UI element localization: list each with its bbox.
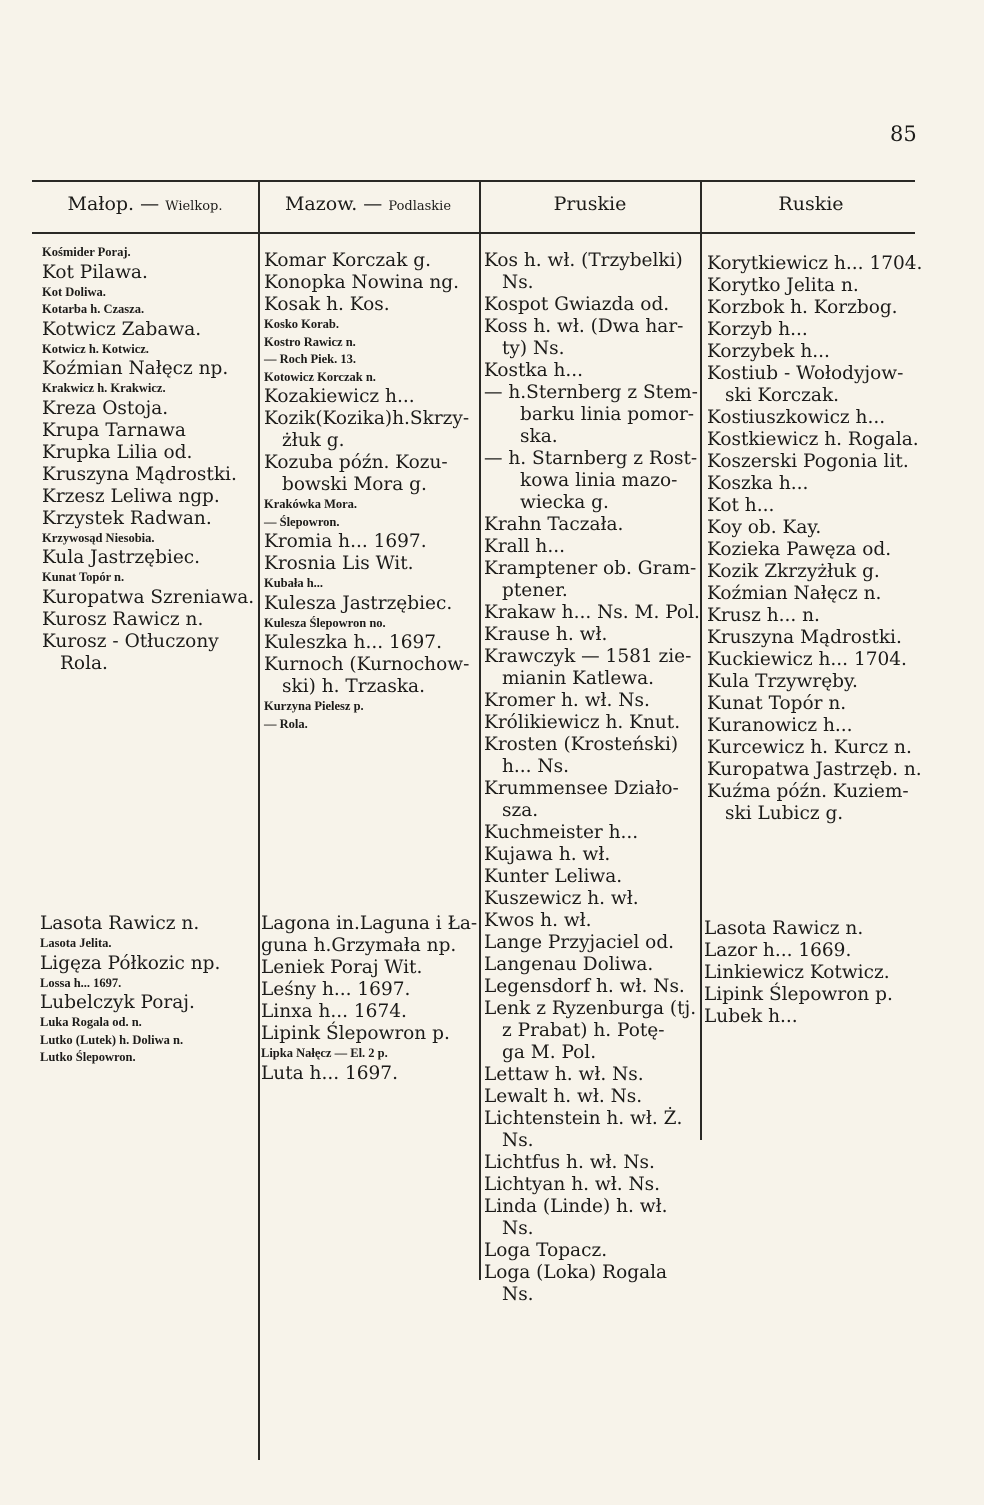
list-item: Krupka Lilia od. <box>42 441 193 463</box>
list-item: Kostkiewicz h. Rogala. <box>707 429 919 450</box>
list-item: Koszka h... <box>707 473 809 494</box>
list-item: Luta h... 1697. <box>261 1062 398 1084</box>
list-item: Lagona in.Laguna i Ła- <box>261 913 478 934</box>
list-item: Konopka Nowina ng. <box>264 272 460 293</box>
list-item: Krakwicz h. Krakwicz. <box>42 381 166 395</box>
list-item: — Ślepowron. <box>264 514 340 529</box>
list-item: Lichtenstein h. wł. Ż. <box>484 1108 683 1129</box>
list-item: Ns. <box>502 272 534 293</box>
list-item: Langenau Doliwa. <box>484 954 654 975</box>
list-item: Koss h. wł. (Dwa har- <box>484 316 684 337</box>
list-item: Lenk z Ryzenburga (tj. <box>484 998 697 1019</box>
column-malop-l <box>40 913 220 1067</box>
list-item: Kulesza Ślepowron no. <box>264 615 386 630</box>
column-header-ruskie: Ruskie <box>778 193 844 215</box>
header-dash: — <box>134 193 166 215</box>
list-item: Kostiuszkowicz h... <box>707 407 886 428</box>
list-item: Ns. <box>502 1130 534 1151</box>
list-item: Kurnoch (Kurnochow- <box>264 654 470 675</box>
list-item: Lutko Ślepowron. <box>40 1050 136 1064</box>
list-item: Kulesza Jastrzębiec. <box>264 592 453 614</box>
list-item: Kostka h... <box>484 360 584 381</box>
list-item: Kozuba późn. Kozu- <box>264 452 448 473</box>
list-item: Linda (Linde) h. wł. <box>484 1196 668 1217</box>
top-rule <box>32 180 915 182</box>
page-number: 85 <box>890 122 917 146</box>
column-ruskie-l <box>704 918 893 1028</box>
column-header-malop <box>34 193 256 223</box>
list-item: Kurzyna Pielesz p. <box>264 699 364 713</box>
list-item: — h.Sternberg z Stem- <box>484 382 698 403</box>
list-item: Lange Przyjaciel od. <box>484 932 675 953</box>
list-item: Kuropatwa Szreniawa. <box>42 586 255 608</box>
list-item: ski) h. Trzaska. <box>282 676 425 697</box>
list-item: Legensdorf h. wł. Ns. <box>484 976 685 997</box>
list-item: Kuchmeister h... <box>484 822 639 843</box>
list-item: Korzybek h... <box>707 341 830 362</box>
list-item: — Roch Piek. 13. <box>264 352 357 366</box>
list-item: Lipink Ślepowron p. <box>704 984 893 1005</box>
list-item: z Prabat) h. Potę- <box>502 1020 665 1041</box>
list-item: Kula Jastrzębiec. <box>42 547 201 568</box>
list-item: Krosnia Lis Wit. <box>264 553 414 574</box>
list-item: Lasota Jelita. <box>40 936 112 950</box>
list-item: Kotarba h. Czasza. <box>42 302 145 316</box>
list-item: Lubek h... <box>704 1006 798 1027</box>
column-divider-3 <box>700 180 702 1140</box>
list-item: — h. Starnberg z Rost- <box>484 448 698 469</box>
list-item: Korzyb h... <box>707 319 808 340</box>
list-item: Kotwicz h. Kotwicz. <box>42 341 149 356</box>
list-item: Kośmider Poraj. <box>42 245 131 259</box>
list-item: Kula Trzywręby. <box>707 671 858 692</box>
column-header-mazow <box>258 193 478 223</box>
list-item: ga M. Pol. <box>502 1042 597 1063</box>
list-item: Kromia h... 1697. <box>264 531 427 552</box>
list-item: Kospot Gwiazda od. <box>484 294 670 315</box>
list-item: Kostro Rawicz n. <box>264 334 356 349</box>
list-item: Krosten (Krosteński) <box>484 734 679 755</box>
list-item: Korytko Jelita n. <box>707 275 859 296</box>
list-item: Korzbok h. Korzbog. <box>707 297 898 318</box>
list-item: Kuleszka h... 1697. <box>264 632 442 653</box>
list-item: Lazor h... 1669. <box>704 940 852 961</box>
header-main: Małop. <box>67 193 135 215</box>
list-item: Kotwicz Zabawa. <box>42 318 202 340</box>
column-divider-1 <box>258 180 260 1460</box>
list-item: Kuckiewicz h... 1704. <box>707 649 907 670</box>
list-item: Krause h. wł. <box>484 624 608 645</box>
list-item: Komar Korczak g. <box>264 250 432 271</box>
list-item: Lichtyan h. wł. Ns. <box>484 1174 661 1195</box>
list-item: Kujawa h. wł. <box>484 844 611 865</box>
list-item: Lipka Nałęcz — El. 2 p. <box>261 1046 388 1060</box>
list-item: ski Lubicz g. <box>725 803 844 824</box>
list-item: Leśny h... 1697. <box>261 979 411 1000</box>
list-item: Koszerski Pogonia lit. <box>707 451 909 472</box>
list-item: Kromer h. wł. Ns. <box>484 690 650 711</box>
list-item: Lipink Ślepowron p. <box>261 1023 450 1044</box>
list-item: Krzystek Radwan. <box>42 507 212 529</box>
list-item: Kotowicz Korczak n. <box>264 369 376 384</box>
list-item: Kreza Ostoja. <box>42 397 169 419</box>
column-malop-k <box>42 244 254 675</box>
list-item: Krahn Taczała. <box>484 514 624 535</box>
list-item: Kuranowicz h... <box>707 715 853 736</box>
column-header-pruskie: Pruskie <box>553 193 627 215</box>
column-ruskie-k <box>707 253 922 825</box>
list-item: Lasota Rawicz n. <box>40 913 200 934</box>
list-item: Lossa h... 1697. <box>40 975 122 990</box>
list-item: Kunat Topór n. <box>42 570 125 584</box>
list-item: żłuk g. <box>282 430 345 451</box>
list-item: Krupa Tarnawa <box>42 419 186 441</box>
list-item: Lettaw h. wł. Ns. <box>484 1064 644 1085</box>
list-item: ty) Ns. <box>502 338 565 359</box>
list-item: Kurosz - Otłuczony <box>42 630 219 652</box>
list-item: Leniek Poraj Wit. <box>261 957 423 978</box>
list-item: Korytkiewicz h... 1704. <box>707 253 923 274</box>
list-item: Kubała h... <box>264 576 324 590</box>
list-item: Ligęza Półkozic np. <box>40 952 221 974</box>
list-item: sza. <box>502 800 539 821</box>
list-item: Kostiub - Wołodyjow- <box>707 363 904 384</box>
list-item: Kuszewicz h. wł. <box>484 888 639 909</box>
list-item: Koźmian Nałęcz n. <box>707 583 882 604</box>
list-item: Krzesz Leliwa ngp. <box>42 485 220 507</box>
list-item: Loga (Loka) Rogala <box>484 1262 668 1283</box>
list-item: Kruszyna Mądrostki. <box>42 463 237 485</box>
column-divider-2 <box>479 180 481 1280</box>
list-item: wiecka g. <box>520 492 609 513</box>
list-item: Krakówka Mora. <box>264 497 358 511</box>
list-item: Kot h... <box>707 495 775 516</box>
list-item: Krusz h... n. <box>707 605 820 626</box>
list-item: ptener. <box>502 580 568 601</box>
list-item: bowski Mora g. <box>282 474 427 495</box>
list-item: Kot Doliwa. <box>42 284 106 299</box>
list-item: Kunter Leliwa. <box>484 866 623 887</box>
list-item: Krall h... <box>484 536 565 557</box>
list-item: Kunat Topór n. <box>707 693 847 714</box>
list-item: h... Ns. <box>502 756 569 777</box>
list-item: Kurcewicz h. Kurcz n. <box>707 737 912 758</box>
list-item: Kuźma późn. Kuziem- <box>707 781 909 802</box>
list-item: Lubelczyk Poraj. <box>40 992 195 1013</box>
list-item: Krummensee Działo- <box>484 778 679 799</box>
list-item: Kruszyna Mądrostki. <box>707 627 902 648</box>
list-item: Kramptener ob. Gram- <box>484 558 697 579</box>
list-item: Krakaw h... Ns. M. Pol. <box>484 602 700 623</box>
list-item: Linxa h... 1674. <box>261 1001 407 1022</box>
list-item: Lutko (Lutek) h. Doliwa n. <box>40 1032 184 1047</box>
list-item: Ns. <box>502 1218 534 1239</box>
list-item: barku linia pomor- <box>520 404 695 425</box>
list-item: Kozik Zkrzyżłuk g. <box>707 561 880 582</box>
list-item: Loga Topacz. <box>484 1240 608 1261</box>
list-item: Kosak h. Kos. <box>264 294 390 315</box>
list-item: ski Korczak. <box>725 385 840 406</box>
column-mazow-k <box>264 250 469 733</box>
list-item: Krawczyk — 1581 zie- <box>484 646 692 667</box>
list-item: Kurosz Rawicz n. <box>42 608 204 630</box>
list-item: Kozik(Kozika)h.Skrzy- <box>264 408 470 429</box>
list-item: Lasota Rawicz n. <box>704 918 864 939</box>
list-item: Koźmian Nałęcz np. <box>42 358 229 379</box>
list-item: ska. <box>520 426 558 447</box>
list-item: Kwos h. wł. <box>484 910 592 931</box>
list-item: Ns. <box>502 1284 534 1305</box>
list-item: Kuropatwa Jastrzęb. n. <box>707 759 922 780</box>
list-item: guna h.Grzymała np. <box>261 935 457 956</box>
header-rule <box>32 232 915 234</box>
list-item: Lichtfus h. wł. Ns. <box>484 1152 655 1173</box>
list-item: Królikiewicz h. Knut. <box>484 712 681 733</box>
list-item: — Rola. <box>264 716 308 731</box>
list-item: Krzywosąd Niesobia. <box>42 530 155 545</box>
list-item: Kot Pilawa. <box>42 261 148 283</box>
list-item: kowa linia mazo- <box>520 470 678 491</box>
header-sub: Wielkop. <box>165 199 223 214</box>
header-sub: Podlaskie <box>388 199 452 214</box>
list-item: Linkiewicz Kotwicz. <box>704 962 890 983</box>
list-item: Kozieka Pawęza od. <box>707 539 892 560</box>
header-main: Mazow. <box>284 193 358 215</box>
list-item: Luka Rogala od. n. <box>40 1015 142 1029</box>
column-mazow-l <box>261 913 477 1085</box>
list-item: Kosko Korab. <box>264 317 340 331</box>
column-pruskie <box>484 250 700 1306</box>
header-dash: — <box>357 193 389 215</box>
list-item: Lewalt h. wł. Ns. <box>484 1086 643 1107</box>
list-item: Rola. <box>60 652 108 674</box>
list-item: mianin Katlewa. <box>502 668 655 689</box>
list-item: Koy ob. Kay. <box>707 517 822 538</box>
list-item: Kos h. wł. (Trzybelki) <box>484 250 683 271</box>
list-item: Kozakiewicz h... <box>264 386 415 407</box>
